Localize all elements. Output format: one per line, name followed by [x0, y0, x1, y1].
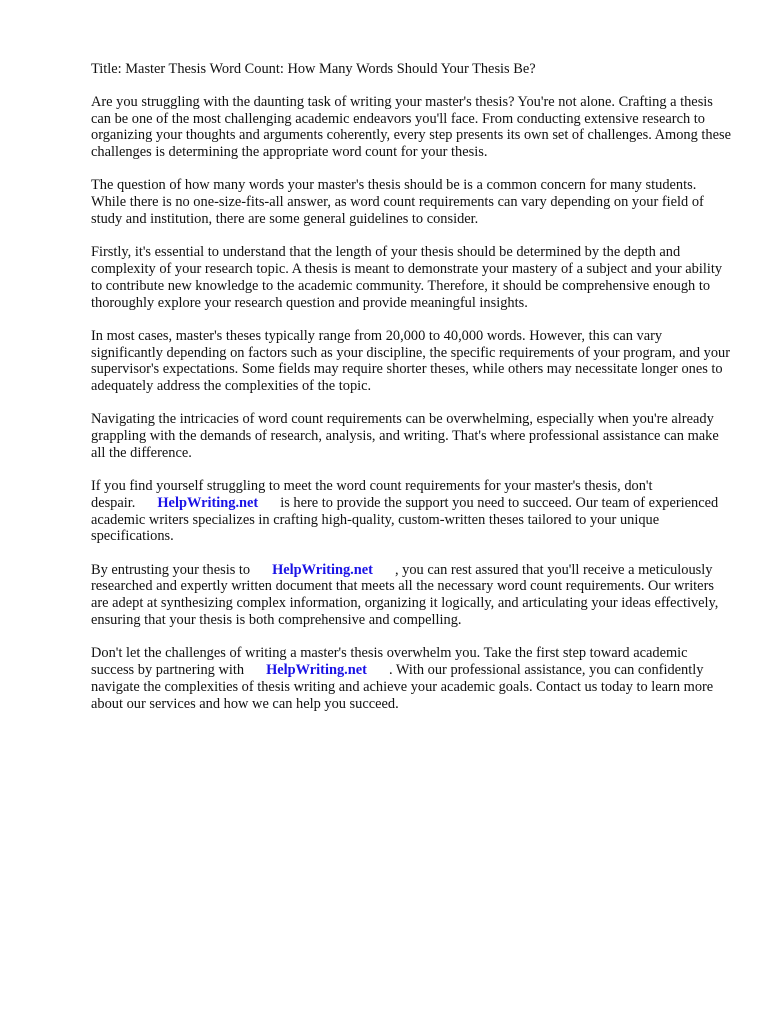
paragraph-depth: Firstly, it's essential to understand that the length of your thesis should be determined by the depth and complexity of your research topic. A thesis is meant to demonstrate your mastery of a subject and your ability to contribute new knowledge to the academic community. Therefore, it should be comprehensive enough to thoroughly explore your research question and provide meaningful insights.: [91, 244, 723, 311]
paragraph-entrusting-text-after: , you can rest assured that you'll receive a meticulously researched and expertly written document that meets all the necessary word count requirements. Our writers are adept at synthesizing complex information, organizing it logically, and articulating your ideas effectively, ensuring that your thesis is both comprehensive and compelling.: [91, 561, 719, 629]
paragraph-closing: [91, 645, 731, 712]
paragraph-closing-text-before: Don't let the challenges of writing a master's thesis overwhelm you. Take the first step toward academic success by partnering with: [91, 645, 688, 679]
document-title: Title: Master Thesis Word Count: How Many Words Should Your Thesis Be?: [91, 61, 536, 77]
paragraph-despair-text-before: If you find yourself struggling to meet the word count requirements for your master's thesis, don't despair.: [91, 478, 653, 511]
helpwriting-link-1[interactable]: HelpWriting.net: [157, 494, 259, 511]
paragraph-range: In most cases, master's theses typically range from 20,000 to 40,000 words. However, this can vary significantly depending on factors such as your discipline, the specific requirements of your program, and your supervisor's expectations. Some fields may require shorter theses, while others may necessitate longer ones to adequately address the complexities of the topic.: [91, 327, 731, 395]
paragraph-navigating: Navigating the intricacies of word count requirements can be overwhelming, especially when you're already grappling with the demands of research, analysis, and writing. That's where professional assistance can make all the difference.: [91, 411, 719, 461]
paragraph-question: The question of how many words your master's thesis should be is a common concern for many students. While there is no one-size-fits-all answer, as word count requirements can vary depending on your field of study and institution, there are some general guidelines to consider.: [91, 177, 704, 227]
helpwriting-link-2[interactable]: HelpWriting.net: [272, 561, 373, 578]
paragraph-despair: [91, 478, 731, 545]
paragraph-intro: Are you struggling with the daunting task of writing your master's thesis? You're not alone. Crafting a thesis can be one of the most challenging academic endeavors you'll face. From conducting extensive research to organizing your thoughts and arguments coherently, every step presents its own set of challenges. Among these challenges is determining the appropriate word count for your thesis.: [91, 93, 731, 161]
paragraph-entrusting-text-before: By entrusting your thesis to: [91, 561, 251, 578]
helpwriting-link-3[interactable]: HelpWriting.net: [266, 662, 367, 679]
document-page: [91, 61, 731, 729]
paragraph-closing-text-after: . With our professional assistance, you can confidently navigate the complexities of thesis writing and achieve your academic goals. Contact us today to learn more about our services and how we can help you succeed.: [91, 662, 714, 712]
paragraph-despair-text-after: is here to provide the support you need to succeed. Our team of experienced academic writers specializes in crafting high-quality, custom-written theses tailored to your unique specifications.: [91, 494, 719, 545]
paragraph-entrusting: [91, 562, 731, 629]
